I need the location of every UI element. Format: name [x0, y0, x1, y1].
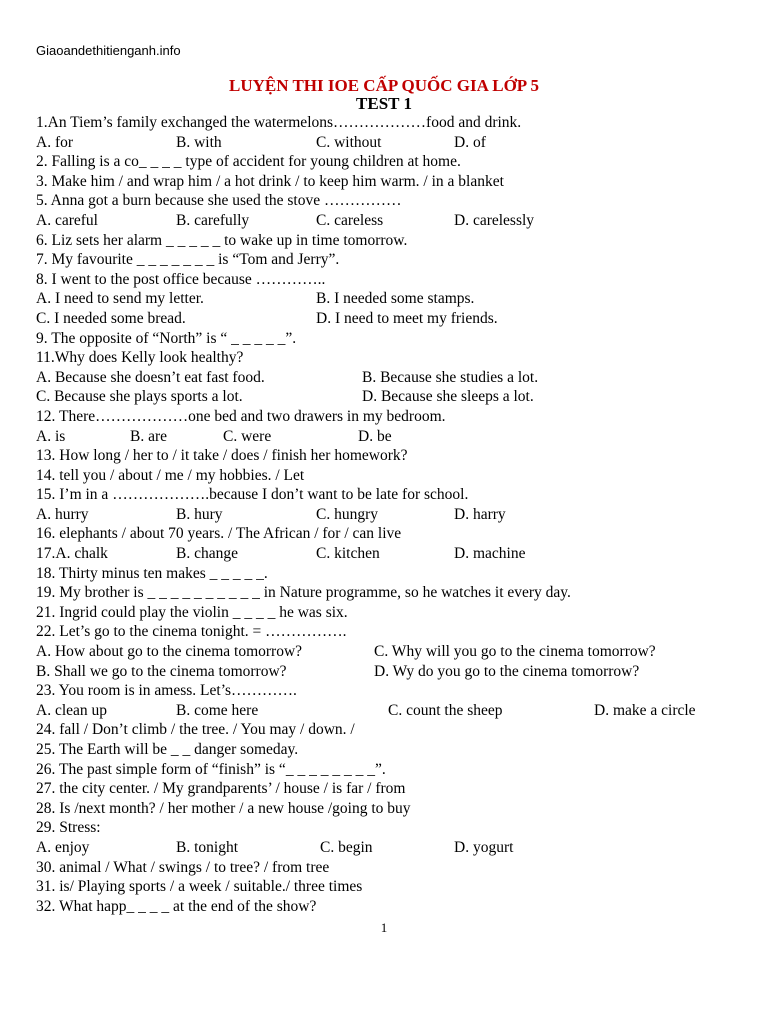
answer-options-row: [36, 387, 736, 407]
question-text: 28. Is /next month? / her mother / a new house /going to buy: [36, 799, 411, 817]
answer-option: D. carelessly: [454, 211, 535, 229]
question-line: [36, 818, 736, 838]
answer-option: C. careless: [316, 211, 384, 229]
question-line: [36, 603, 736, 623]
answer-option: D. I need to meet my friends.: [316, 309, 498, 327]
question-text: 21. Ingrid could play the violin _ _ _ _ he was six.: [36, 603, 348, 621]
answer-option: C. were: [223, 427, 272, 445]
question-line: [36, 779, 736, 799]
answer-option: A. hurry: [36, 505, 89, 523]
question-line: [36, 113, 736, 133]
question-text: 14. tell you / about / me / my hobbies. / Let: [36, 466, 305, 484]
question-line: [36, 231, 736, 251]
question-line: [36, 152, 736, 172]
answer-options-row: [36, 368, 736, 388]
answer-options-row: [36, 427, 736, 447]
answer-option: B. carefully: [176, 211, 250, 229]
question-line: [36, 564, 736, 584]
question-text: 3. Make him / and wrap him / a hot drink / to keep him warm. / in a blanket: [36, 172, 504, 190]
question-text: 25. The Earth will be _ _ danger someday.: [36, 741, 299, 758]
question-line: [36, 720, 736, 740]
answer-option: B. change: [176, 545, 238, 563]
question-text: 31. is/ Playing sports / a week / suitable./ three times: [36, 878, 363, 896]
answer-option: B. with: [176, 133, 222, 151]
question-list: [36, 113, 736, 916]
question-line: [36, 407, 736, 427]
answer-option: C. without: [316, 133, 382, 151]
answer-option: D. Wy do you go to the cinema tomorrow?: [374, 662, 640, 680]
answer-option: A. is: [36, 427, 66, 445]
question-line: [36, 799, 736, 819]
question-line: [36, 877, 736, 897]
question-text: 15. I’m in a ……………….because I don’t want to be late for school.: [36, 486, 469, 504]
question-line: [36, 446, 736, 466]
question-line: [36, 466, 736, 486]
question-text: 7. My favourite _ _ _ _ _ _ _ is “Tom and Jerry”.: [36, 251, 340, 269]
question-line: [36, 681, 736, 701]
answer-options-row: [36, 544, 736, 564]
answer-option: A. enjoy: [36, 838, 90, 856]
question-text: 23. You room is in amess. Let’s………….: [36, 682, 297, 700]
question-line: [36, 329, 736, 349]
question-text: 29. Stress:: [36, 819, 101, 837]
answer-option: D. of: [454, 133, 486, 151]
answer-option: C. Why will you go to the cinema tomorrow?: [374, 643, 656, 661]
answer-option: B. Because she studies a lot.: [362, 368, 539, 386]
question-text: 2. Falling is a co_ _ _ _ type of accident for young children at home.: [36, 153, 461, 171]
answer-option: D. make a circle: [594, 701, 696, 719]
answer-option: B. hury: [176, 505, 223, 523]
question-line: [36, 348, 736, 368]
answer-option: C. kitchen: [316, 545, 380, 563]
question-text: 19. My brother is _ _ _ _ _ _ _ _ _ _ in Nature programme, so he watches it every day.: [36, 584, 571, 602]
answer-option: D. yogurt: [454, 838, 514, 856]
answer-option: 17.A. chalk: [36, 545, 108, 563]
question-line: [36, 191, 736, 211]
answer-option: A. for: [36, 133, 74, 151]
question-line: [36, 250, 736, 270]
answer-options-row: [36, 133, 736, 153]
answer-option: C. begin: [320, 838, 373, 856]
question-text: 13. How long / her to / it take / does / finish her homework?: [36, 447, 408, 465]
answer-option: A. How about go to the cinema tomorrow?: [36, 643, 303, 661]
question-line: [36, 270, 736, 290]
question-line: [36, 740, 736, 760]
answer-option: B. tonight: [176, 838, 239, 856]
question-text: 5. Anna got a burn because she used the stove ……………: [36, 192, 402, 210]
question-line: [36, 485, 736, 505]
site-url: Giaoandethitienganh.info: [36, 43, 181, 58]
question-text: 9. The opposite of “North” is “ _ _ _ _ _”.: [36, 329, 297, 347]
question-text: 16. elephants / about 70 years. / The African / for / can live: [36, 525, 402, 543]
answer-option: C. count the sheep: [388, 701, 503, 719]
question-text: 30. animal / What / swings / to tree? / from tree: [36, 858, 330, 876]
answer-options-row: [36, 642, 736, 662]
answer-option: D. machine: [454, 545, 526, 563]
answer-option: A. clean up: [36, 701, 108, 719]
answer-option: C. I needed some bread.: [36, 309, 186, 327]
question-text: 18. Thirty minus ten makes _ _ _ _ _.: [36, 564, 268, 582]
question-line: [36, 858, 736, 878]
question-line: [36, 622, 736, 642]
answer-option: D. be: [358, 427, 392, 445]
answer-option: D. Because she sleeps a lot.: [362, 388, 534, 406]
question-text: 27. the city center. / My grandparents’ / house / is far / from: [36, 780, 406, 798]
answer-option: A. Because she doesn’t eat fast food.: [36, 368, 265, 386]
answer-options-row: [36, 309, 736, 329]
answer-option: C. Because she plays sports a lot.: [36, 388, 243, 406]
answer-options-row: [36, 211, 736, 231]
answer-option: A. I need to send my letter.: [36, 290, 204, 308]
question-line: [36, 172, 736, 192]
question-line: [36, 760, 736, 780]
answer-option: B. I needed some stamps.: [316, 290, 475, 308]
question-text: 6. Liz sets her alarm _ _ _ _ _ to wake up in time tomorrow.: [36, 231, 408, 249]
question-text: 32. What happ_ _ _ _ at the end of the show?: [36, 897, 317, 915]
answer-options-row: [36, 505, 736, 525]
answer-option: B. come here: [176, 701, 259, 719]
answer-options-row: [36, 838, 736, 858]
question-text: 8. I went to the post office because …………..: [36, 270, 326, 288]
answer-option: C. hungry: [316, 505, 378, 523]
question-text: 24. fall / Don’t climb / the tree. / You may / down. /: [36, 721, 355, 739]
answer-options-row: [36, 662, 736, 682]
question-text: 26. The past simple form of “finish” is “_ _ _ _ _ _ _ _”.: [36, 760, 386, 778]
answer-options-row: [36, 289, 736, 309]
question-text: 22. Let’s go to the cinema tonight. = …………….: [36, 623, 347, 641]
answer-option: B. Shall we go to the cinema tomorrow?: [36, 662, 287, 680]
question-line: [36, 583, 736, 603]
document-title: LUYỆN THI IOE CẤP QUỐC GIA LỚP 5: [229, 76, 539, 95]
question-line: [36, 897, 736, 917]
question-text: 11.Why does Kelly look healthy?: [36, 349, 244, 367]
answer-options-row: [36, 701, 736, 721]
test-subtitle: TEST 1: [356, 94, 412, 113]
answer-option: B. are: [130, 427, 168, 445]
question-line: [36, 524, 736, 544]
question-text: 1.An Tiem’s family exchanged the watermelons………………food and drink.: [36, 114, 522, 131]
question-text: 12. There………………one bed and two drawers in my bedroom.: [36, 407, 446, 425]
answer-option: D. harry: [454, 505, 506, 523]
page-number: 1: [380, 920, 388, 935]
answer-option: A. careful: [36, 211, 98, 229]
